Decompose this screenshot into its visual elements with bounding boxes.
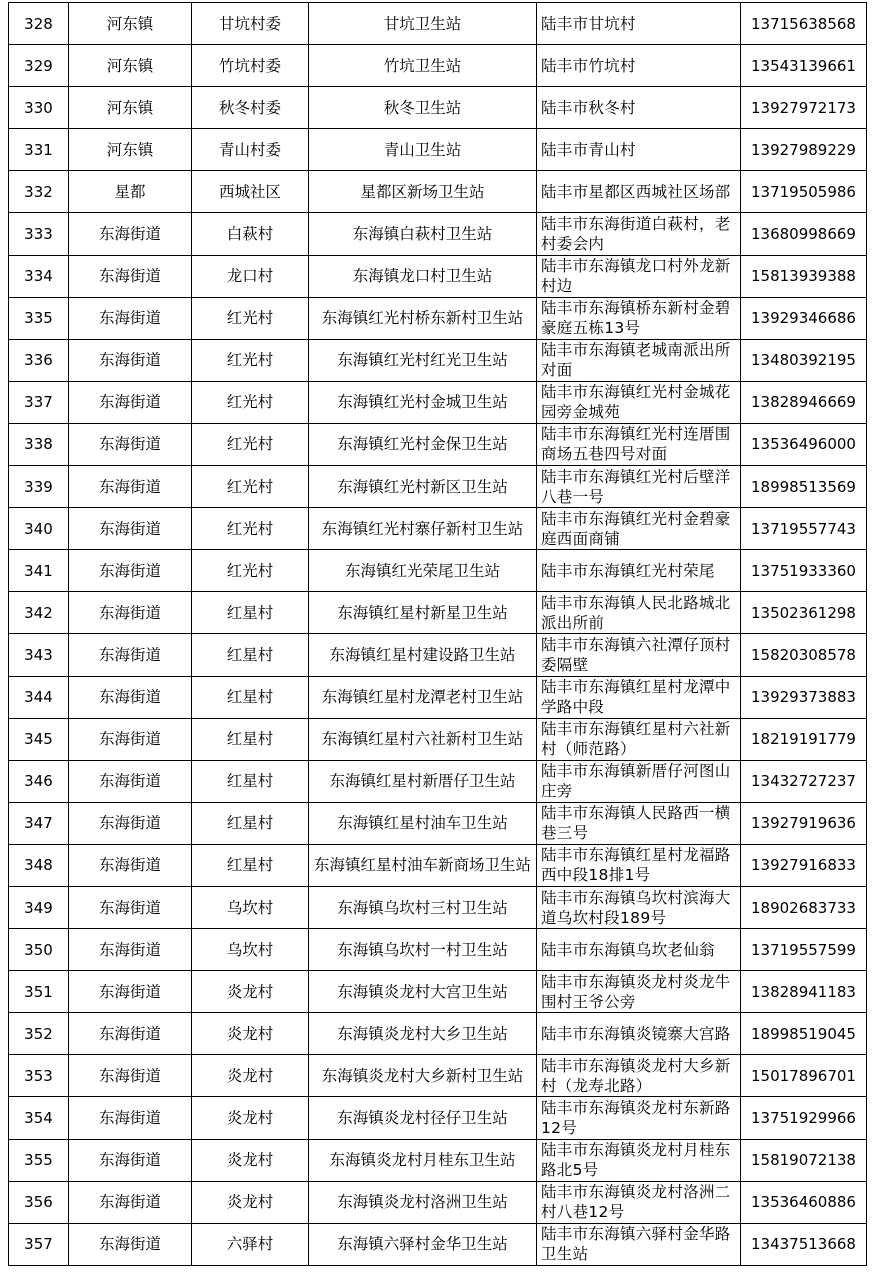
cell-town: 东海街道 <box>69 718 192 760</box>
cell-address: 陆丰市东海镇乌坎村滨海大道乌坎村段189号 <box>537 886 741 928</box>
cell-phone: 13543139661 <box>741 45 867 87</box>
cell-number: 357 <box>9 1223 69 1265</box>
cell-town: 东海街道 <box>69 550 192 592</box>
cell-village: 炎龙村 <box>192 1181 309 1223</box>
cell-phone: 13719505986 <box>741 171 867 213</box>
cell-number: 329 <box>9 45 69 87</box>
cell-phone: 13751933360 <box>741 550 867 592</box>
cell-station-name: 竹坑卫生站 <box>309 45 537 87</box>
cell-station-name: 甘坑卫生站 <box>309 3 537 45</box>
cell-address: 陆丰市竹坑村 <box>537 45 741 87</box>
cell-phone: 15819072138 <box>741 1139 867 1181</box>
cell-village: 秋冬村委 <box>192 87 309 129</box>
cell-town: 东海街道 <box>69 634 192 676</box>
cell-address: 陆丰市东海镇炎龙村东新路12号 <box>537 1097 741 1139</box>
table-row <box>9 466 867 508</box>
cell-village: 炎龙村 <box>192 1139 309 1181</box>
cell-number: 354 <box>9 1097 69 1139</box>
cell-address: 陆丰市东海镇红星村六社新村（师范路） <box>537 718 741 760</box>
cell-village: 红星村 <box>192 634 309 676</box>
cell-station-name: 东海镇炎龙村大宫卫生站 <box>309 971 537 1013</box>
cell-address: 陆丰市青山村 <box>537 129 741 171</box>
table-row <box>9 634 867 676</box>
cell-phone: 13929346686 <box>741 297 867 339</box>
cell-number: 351 <box>9 971 69 1013</box>
cell-village: 红星村 <box>192 718 309 760</box>
cell-station-name: 东海镇乌坎村一村卫生站 <box>309 929 537 971</box>
cell-number: 343 <box>9 634 69 676</box>
cell-town: 东海街道 <box>69 1055 192 1097</box>
cell-town: 东海街道 <box>69 255 192 297</box>
cell-number: 348 <box>9 844 69 886</box>
cell-address: 陆丰市东海镇红光村金碧豪庭西面商铺 <box>537 508 741 550</box>
cell-town: 东海街道 <box>69 339 192 381</box>
table-row <box>9 592 867 634</box>
cell-number: 341 <box>9 550 69 592</box>
table-body <box>9 3 867 1266</box>
cell-station-name: 东海镇红光村新区卫生站 <box>309 466 537 508</box>
cell-village: 红光村 <box>192 466 309 508</box>
table-row <box>9 971 867 1013</box>
cell-town: 东海街道 <box>69 971 192 1013</box>
cell-town: 东海街道 <box>69 1139 192 1181</box>
cell-phone: 13536496000 <box>741 423 867 465</box>
cell-village: 红星村 <box>192 844 309 886</box>
table-row <box>9 929 867 971</box>
cell-address: 陆丰市星都区西城社区场部 <box>537 171 741 213</box>
cell-phone: 13828941183 <box>741 971 867 1013</box>
cell-phone: 13432727237 <box>741 760 867 802</box>
cell-number: 350 <box>9 929 69 971</box>
cell-village: 甘坑村委 <box>192 3 309 45</box>
table-row <box>9 1097 867 1139</box>
cell-number: 353 <box>9 1055 69 1097</box>
table-row <box>9 1181 867 1223</box>
table-row <box>9 255 867 297</box>
cell-phone: 13927916833 <box>741 844 867 886</box>
cell-number: 336 <box>9 339 69 381</box>
cell-phone: 18902683733 <box>741 886 867 928</box>
cell-phone: 13927919636 <box>741 802 867 844</box>
cell-town: 河东镇 <box>69 3 192 45</box>
cell-station-name: 东海镇白萩村卫生站 <box>309 213 537 255</box>
table-row <box>9 1055 867 1097</box>
cell-village: 白萩村 <box>192 213 309 255</box>
cell-village: 竹坑村委 <box>192 45 309 87</box>
cell-village: 红光村 <box>192 381 309 423</box>
cell-town: 东海街道 <box>69 1181 192 1223</box>
cell-station-name: 东海镇红星村龙潭老村卫生站 <box>309 676 537 718</box>
cell-town: 东海街道 <box>69 1223 192 1265</box>
cell-phone: 13929373883 <box>741 676 867 718</box>
cell-town: 东海街道 <box>69 381 192 423</box>
table-row <box>9 802 867 844</box>
cell-town: 东海街道 <box>69 1013 192 1055</box>
table-row <box>9 339 867 381</box>
cell-number: 344 <box>9 676 69 718</box>
cell-station-name: 东海镇炎龙村月桂东卫生站 <box>309 1139 537 1181</box>
cell-town: 东海街道 <box>69 802 192 844</box>
cell-village: 乌坎村 <box>192 886 309 928</box>
cell-address: 陆丰市东海镇红光村后壁洋八巷一号 <box>537 466 741 508</box>
cell-station-name: 东海镇红光村寨仔新村卫生站 <box>309 508 537 550</box>
table-row <box>9 676 867 718</box>
table-row <box>9 129 867 171</box>
cell-address: 陆丰市东海镇人民路西一横巷三号 <box>537 802 741 844</box>
cell-station-name: 东海镇红星村油车新商场卫生站 <box>309 844 537 886</box>
cell-village: 红光村 <box>192 508 309 550</box>
table-row <box>9 760 867 802</box>
cell-station-name: 东海镇红星村新星卫生站 <box>309 592 537 634</box>
cell-address: 陆丰市东海镇红星村龙潭中学路中段 <box>537 676 741 718</box>
cell-number: 345 <box>9 718 69 760</box>
cell-phone: 18998519045 <box>741 1013 867 1055</box>
cell-address: 陆丰市东海街道白萩村，老村委会内 <box>537 213 741 255</box>
cell-station-name: 东海镇炎龙村大乡新村卫生站 <box>309 1055 537 1097</box>
cell-village: 炎龙村 <box>192 1097 309 1139</box>
cell-station-name: 东海镇红光村金城卫生站 <box>309 381 537 423</box>
cell-address: 陆丰市东海镇龙口村外龙新村边 <box>537 255 741 297</box>
cell-town: 河东镇 <box>69 87 192 129</box>
cell-village: 红星村 <box>192 592 309 634</box>
cell-number: 330 <box>9 87 69 129</box>
cell-number: 355 <box>9 1139 69 1181</box>
cell-address: 陆丰市东海镇红光村连厝围商场五巷四号对面 <box>537 423 741 465</box>
cell-phone: 18998513569 <box>741 466 867 508</box>
cell-village: 红光村 <box>192 423 309 465</box>
cell-village: 青山村委 <box>192 129 309 171</box>
cell-number: 347 <box>9 802 69 844</box>
cell-town: 东海街道 <box>69 466 192 508</box>
table-row <box>9 423 867 465</box>
cell-village: 六驿村 <box>192 1223 309 1265</box>
cell-number: 338 <box>9 423 69 465</box>
table-row <box>9 381 867 423</box>
cell-number: 339 <box>9 466 69 508</box>
cell-village: 红星村 <box>192 760 309 802</box>
cell-town: 东海街道 <box>69 297 192 339</box>
cell-phone: 13715638568 <box>741 3 867 45</box>
cell-number: 346 <box>9 760 69 802</box>
table-row <box>9 886 867 928</box>
cell-number: 335 <box>9 297 69 339</box>
cell-number: 334 <box>9 255 69 297</box>
cell-station-name: 东海镇红星村六社新村卫生站 <box>309 718 537 760</box>
cell-station-name: 东海镇炎龙村洛洲卫生站 <box>309 1181 537 1223</box>
cell-address: 陆丰市东海镇老城南派出所对面 <box>537 339 741 381</box>
cell-town: 东海街道 <box>69 508 192 550</box>
cell-phone: 18219191779 <box>741 718 867 760</box>
cell-phone: 13751929966 <box>741 1097 867 1139</box>
table-row <box>9 844 867 886</box>
table-row <box>9 87 867 129</box>
table-row <box>9 1013 867 1055</box>
cell-town: 东海街道 <box>69 213 192 255</box>
cell-number: 340 <box>9 508 69 550</box>
cell-number: 349 <box>9 886 69 928</box>
cell-address: 陆丰市东海镇炎龙村洛洲二村八巷12号 <box>537 1181 741 1223</box>
cell-address: 陆丰市东海镇人民北路城北派出所前 <box>537 592 741 634</box>
cell-station-name: 东海镇红光村红光卫生站 <box>309 339 537 381</box>
cell-station-name: 秋冬卫生站 <box>309 87 537 129</box>
cell-town: 东海街道 <box>69 423 192 465</box>
cell-village: 炎龙村 <box>192 971 309 1013</box>
table-row <box>9 1139 867 1181</box>
cell-address: 陆丰市东海镇炎镜寨大宫路 <box>537 1013 741 1055</box>
cell-phone: 15813939388 <box>741 255 867 297</box>
cell-village: 西城社区 <box>192 171 309 213</box>
cell-address: 陆丰市秋冬村 <box>537 87 741 129</box>
table-row <box>9 171 867 213</box>
cell-phone: 13536460886 <box>741 1181 867 1223</box>
cell-station-name: 东海镇红星村建设路卫生站 <box>309 634 537 676</box>
cell-phone: 15820308578 <box>741 634 867 676</box>
cell-village: 红光村 <box>192 297 309 339</box>
cell-village: 乌坎村 <box>192 929 309 971</box>
cell-address: 陆丰市东海镇桥东新村金碧豪庭五栋13号 <box>537 297 741 339</box>
cell-village: 炎龙村 <box>192 1055 309 1097</box>
cell-station-name: 东海镇龙口村卫生站 <box>309 255 537 297</box>
cell-phone: 15017896701 <box>741 1055 867 1097</box>
table-row <box>9 718 867 760</box>
cell-address: 陆丰市甘坑村 <box>537 3 741 45</box>
table-row <box>9 1223 867 1265</box>
cell-town: 东海街道 <box>69 676 192 718</box>
cell-phone: 13927989229 <box>741 129 867 171</box>
cell-station-name: 东海镇乌坎村三村卫生站 <box>309 886 537 928</box>
cell-town: 东海街道 <box>69 1097 192 1139</box>
cell-town: 河东镇 <box>69 45 192 87</box>
cell-number: 331 <box>9 129 69 171</box>
cell-address: 陆丰市东海镇炎龙村月桂东路北5号 <box>537 1139 741 1181</box>
cell-address: 陆丰市东海镇炎龙村大乡新村（龙寿北路） <box>537 1055 741 1097</box>
cell-town: 东海街道 <box>69 760 192 802</box>
cell-village: 炎龙村 <box>192 1013 309 1055</box>
cell-number: 342 <box>9 592 69 634</box>
cell-phone: 13502361298 <box>741 592 867 634</box>
cell-town: 东海街道 <box>69 886 192 928</box>
cell-address: 陆丰市东海镇乌坎老仙翁 <box>537 929 741 971</box>
cell-station-name: 东海镇红星村新厝仔卫生站 <box>309 760 537 802</box>
cell-address: 陆丰市东海镇六社潭仔顶村委隔壁 <box>537 634 741 676</box>
cell-address: 陆丰市东海镇红光村荣尾 <box>537 550 741 592</box>
cell-address: 陆丰市东海镇红星村龙福路西中段18排1号 <box>537 844 741 886</box>
cell-village: 龙口村 <box>192 255 309 297</box>
cell-phone: 13719557743 <box>741 508 867 550</box>
cell-address: 陆丰市东海镇红光村金城花园旁金城苑 <box>537 381 741 423</box>
cell-town: 星都 <box>69 171 192 213</box>
cell-station-name: 东海镇红光村金保卫生站 <box>309 423 537 465</box>
cell-station-name: 东海镇红光村桥东新村卫生站 <box>309 297 537 339</box>
cell-town: 东海街道 <box>69 592 192 634</box>
cell-address: 陆丰市东海镇炎龙村炎龙牛围村王爷公旁 <box>537 971 741 1013</box>
cell-number: 333 <box>9 213 69 255</box>
cell-town: 东海街道 <box>69 844 192 886</box>
cell-phone: 13480392195 <box>741 339 867 381</box>
cell-station-name: 东海镇六驿村金华卫生站 <box>309 1223 537 1265</box>
cell-phone: 13680998669 <box>741 213 867 255</box>
cell-village: 红光村 <box>192 550 309 592</box>
health-station-table <box>8 2 867 1266</box>
cell-station-name: 东海镇红光荣尾卫生站 <box>309 550 537 592</box>
table-row <box>9 3 867 45</box>
cell-station-name: 星都区新场卫生站 <box>309 171 537 213</box>
cell-phone: 13927972173 <box>741 87 867 129</box>
cell-village: 红星村 <box>192 676 309 718</box>
cell-station-name: 青山卫生站 <box>309 129 537 171</box>
cell-address: 陆丰市东海镇新厝仔河图山庄旁 <box>537 760 741 802</box>
cell-station-name: 东海镇炎龙村大乡卫生站 <box>309 1013 537 1055</box>
cell-town: 东海街道 <box>69 929 192 971</box>
cell-village: 红光村 <box>192 339 309 381</box>
cell-number: 356 <box>9 1181 69 1223</box>
cell-town: 河东镇 <box>69 129 192 171</box>
table-row <box>9 45 867 87</box>
table-row <box>9 213 867 255</box>
cell-number: 332 <box>9 171 69 213</box>
table-row <box>9 297 867 339</box>
cell-station-name: 东海镇炎龙村径仔卫生站 <box>309 1097 537 1139</box>
cell-village: 红星村 <box>192 802 309 844</box>
cell-number: 328 <box>9 3 69 45</box>
cell-number: 352 <box>9 1013 69 1055</box>
cell-phone: 13719557599 <box>741 929 867 971</box>
cell-address: 陆丰市东海镇六驿村金华路卫生站 <box>537 1223 741 1265</box>
cell-phone: 13828946669 <box>741 381 867 423</box>
table-row <box>9 550 867 592</box>
cell-station-name: 东海镇红星村油车卫生站 <box>309 802 537 844</box>
cell-phone: 13437513668 <box>741 1223 867 1265</box>
table-row <box>9 508 867 550</box>
cell-number: 337 <box>9 381 69 423</box>
